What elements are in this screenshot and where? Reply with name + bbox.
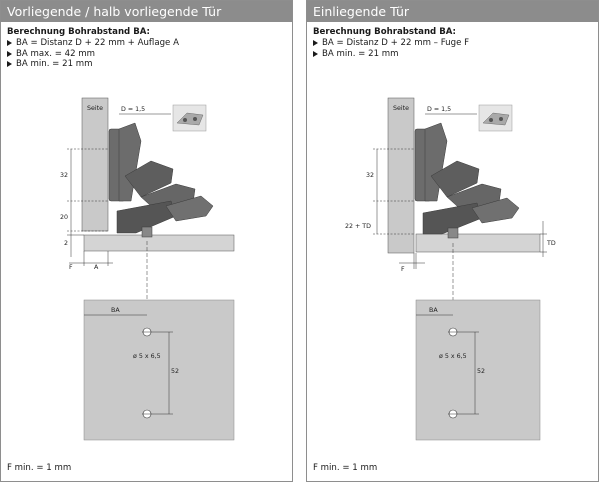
calculation-item: BA max. = 42 mm (7, 49, 179, 60)
door-panel (84, 235, 234, 251)
hinge-body (415, 123, 519, 238)
calculation-title: Berechnung Bohrabstand BA: (7, 27, 150, 37)
dim-td: TD (547, 240, 556, 247)
calculation-item: BA = Distanz D + 22 mm + Auflage A (7, 38, 179, 49)
dim-f: F (401, 266, 405, 273)
dim-hole: ø 5 x 6,5 (439, 353, 467, 360)
calculation-item: BA min. = 21 mm (313, 49, 469, 60)
footer-note: F min. = 1 mm (313, 463, 378, 473)
calculation-item: BA min. = 21 mm (7, 59, 179, 70)
panel-overlay-door (0, 0, 293, 482)
cabinet-side (82, 98, 108, 231)
door-panel (416, 234, 540, 252)
panel-title: Einliegende Tür (307, 1, 598, 22)
dim-2: 2 (64, 240, 69, 247)
dim-hole: ø 5 x 6,5 (133, 353, 161, 360)
hinge-body (109, 123, 213, 237)
hinge-drawing (307, 1, 600, 483)
calculation-title: Berechnung Bohrabstand BA: (313, 27, 456, 37)
dim-52: 52 (477, 368, 486, 375)
dim-f: F (69, 264, 73, 271)
dim-a: A (94, 264, 99, 271)
dim-32: 32 (60, 172, 69, 179)
mounting-plate-illustration (173, 105, 206, 131)
label-d: D = 1,5 (427, 106, 452, 113)
hinge-drawing (1, 1, 294, 483)
dim-20: 20 (60, 214, 69, 221)
footer-note: F min. = 1 mm (7, 463, 72, 473)
label-seite: Seite (393, 105, 409, 112)
cabinet-side (388, 98, 414, 253)
mounting-plate-illustration (479, 105, 512, 131)
panel-inset-door (306, 0, 599, 482)
dim-ba: BA (111, 307, 120, 314)
label-seite: Seite (87, 105, 103, 112)
dim-32: 32 (366, 172, 375, 179)
dim-52: 52 (171, 368, 180, 375)
door-drilling-view (84, 300, 234, 440)
dim-ba: BA (429, 307, 438, 314)
panel-title: Vorliegende / halb vorliegende Tür (1, 1, 292, 22)
calculation-item: BA = Distanz D + 22 mm – Fuge F (313, 38, 469, 49)
label-d: D = 1,5 (121, 106, 146, 113)
dim-22-td: 22 + TD (345, 223, 371, 230)
